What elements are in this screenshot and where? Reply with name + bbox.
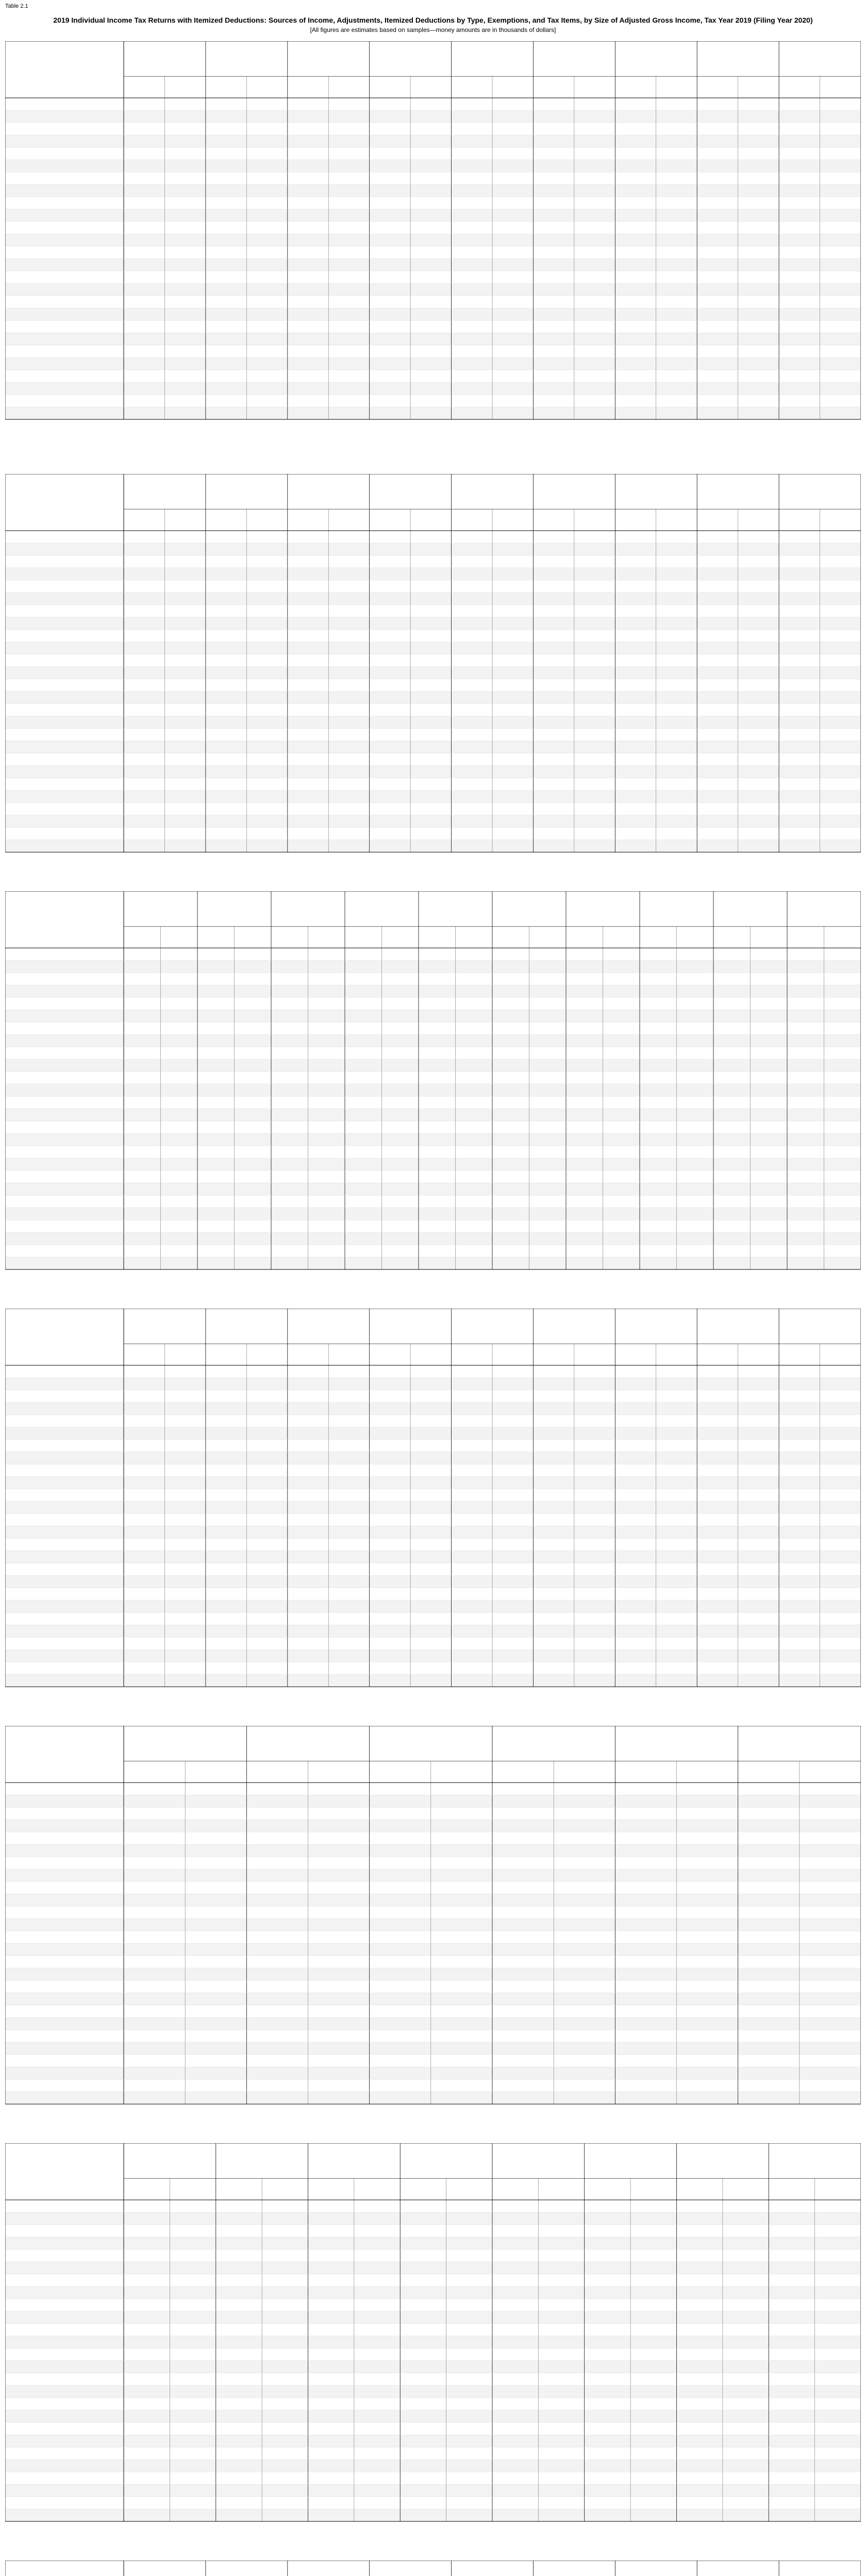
table-row [5,1133,861,1146]
table-section [5,891,861,1275]
table-row [5,716,861,728]
table-row [5,2018,861,2030]
table-row [5,840,861,852]
table-header-band [5,2143,861,2200]
table-row [5,1943,861,1956]
table-header-band [5,1726,861,1783]
table-row [5,667,861,679]
table-row [5,1820,861,1832]
table-row [5,333,861,345]
table-row [5,160,861,172]
table-row [5,1035,861,1047]
table-row [5,1109,861,1121]
table-row [5,1501,861,1514]
table-row [5,2311,861,2324]
table-row [5,259,861,271]
table-grid [5,1726,861,2109]
table-grid [5,474,861,857]
table-row [5,1402,861,1415]
table-section [5,474,861,857]
table-row [5,2237,861,2249]
table-row [5,1526,861,1538]
table-row [5,1551,861,1563]
table-row [5,1674,861,1687]
table-row [5,2067,861,2079]
table-row [5,790,861,803]
table-row [5,1869,861,1882]
table-row [5,184,861,197]
document-title: 2019 Individual Income Tax Returns with Itemized Deductions: Sources of Income, Adjustments, Itemized Deductions by Type, Exemptions, and Tax Items, by Size of Adjusted Gross Income, Tax Year 2019 (Filing Year 2020) [53,16,813,24]
table-grid [5,891,861,1275]
table-header-band [5,1309,861,1365]
table-row [5,960,861,973]
table-row [5,592,861,605]
table-row [5,110,861,123]
table-row [5,741,861,753]
table-row [5,1993,861,2005]
table-row [5,1575,861,1588]
table-row [5,1378,861,1390]
table-row [5,1600,861,1613]
table-header-band [5,474,861,531]
table-row [5,1894,861,1906]
table-row [5,691,861,704]
table-row [5,2262,861,2274]
table-row [5,2410,861,2422]
table-row [5,308,861,320]
table-row [5,1919,861,1931]
table-row [5,1968,861,1980]
table-row [5,1257,861,1269]
table-row [5,1650,861,1662]
table-grid [5,1309,861,1692]
table-row [5,1625,861,1637]
table-header-band [5,2561,861,2576]
table-row [5,1183,861,1195]
table-row [5,209,861,222]
table-row [5,1795,861,1807]
table-row [5,2042,861,2055]
table-row [5,1452,861,1464]
table-row [5,1477,861,1489]
table-row [5,1158,861,1171]
table-row [5,568,861,580]
table-header-band [5,891,861,948]
table-row [5,382,861,395]
table-row [5,1427,861,1439]
table-row [5,2286,861,2299]
table-row [5,2385,861,2398]
document-subtitle: [All figures are estimates based on samples—money amounts are in thousands of dollars] [310,26,556,33]
table-row [5,2509,861,2521]
table-row [5,2336,861,2348]
statistical-table-sections [5,41,861,2576]
table-row [5,2212,861,2225]
table-section [5,1726,861,2109]
table-row [5,766,861,778]
table-row [5,135,861,147]
document-header [0,15,866,34]
table-row [5,1232,861,1245]
table-row [5,985,861,997]
table-row [5,642,861,654]
table-row [5,2361,861,2373]
table-header-band [5,41,861,98]
table-section [5,2143,861,2527]
table-grid [5,41,861,425]
table-section [5,2561,861,2576]
table-row [5,2435,861,2447]
table-row [5,815,861,827]
table-row [5,1010,861,1022]
table-row [5,407,861,419]
table-section [5,1309,861,1692]
table-row [5,2092,861,2104]
table-row [5,2460,861,2472]
table-row [5,617,861,630]
table-row [5,358,861,370]
table-row [5,2484,861,2497]
table-row [5,283,861,296]
table-grid [5,2561,861,2576]
table-section [5,41,861,425]
sheet-tag: Table 2.1 [5,3,28,9]
table-row [5,543,861,555]
table-row [5,1844,861,1857]
table-grid [5,2143,861,2527]
table-row [5,234,861,246]
table-row [5,1084,861,1096]
table-row [5,1208,861,1220]
table-row [5,1059,861,1072]
